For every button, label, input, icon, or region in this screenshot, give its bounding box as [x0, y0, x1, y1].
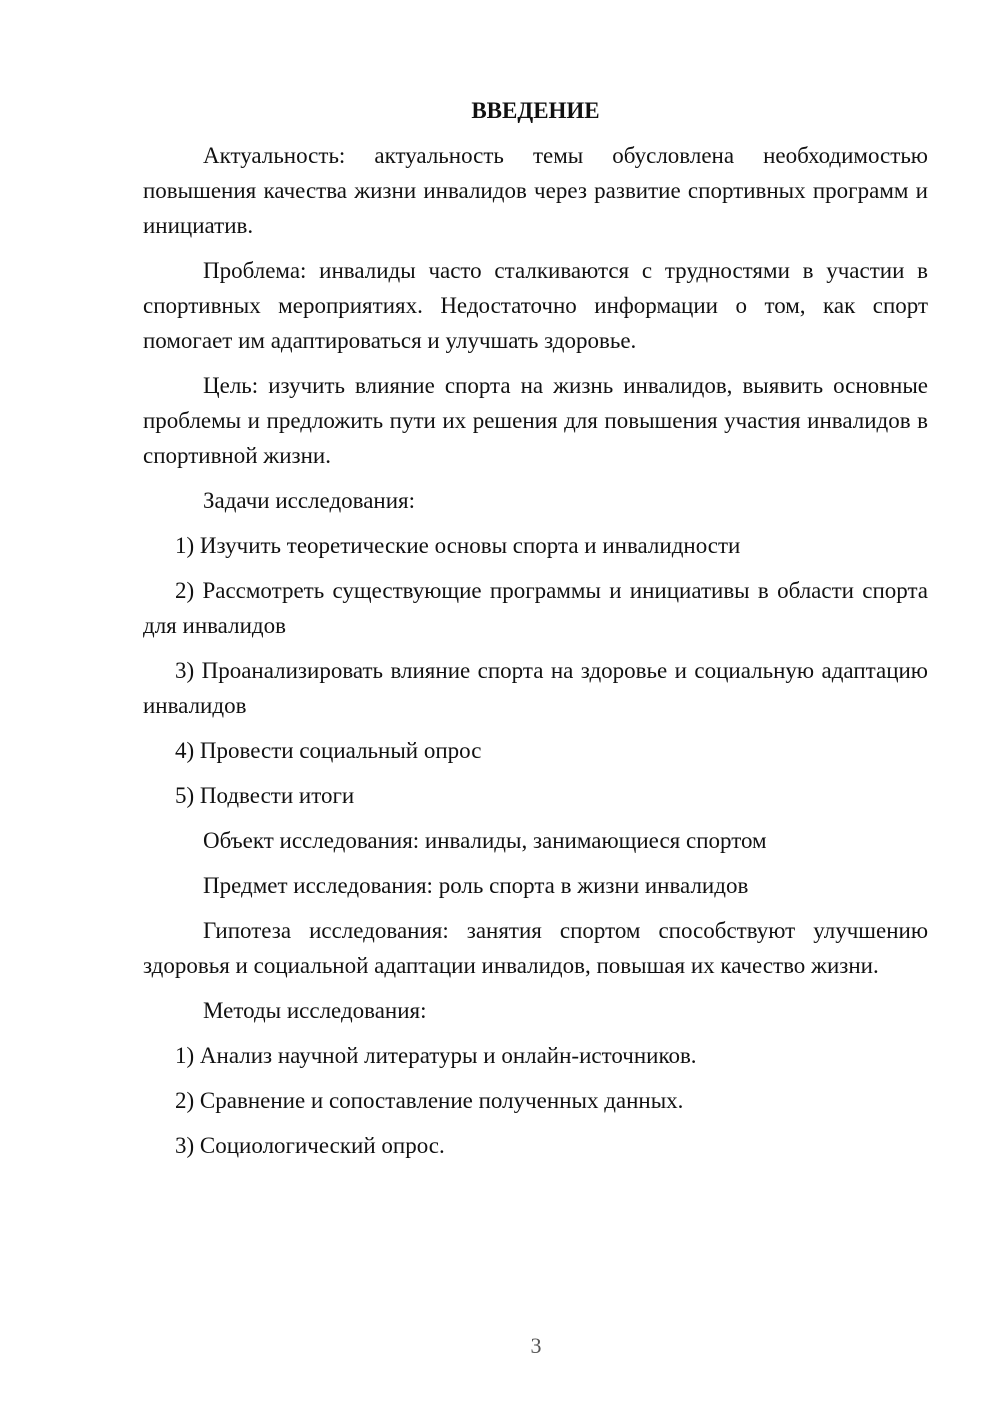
research-object: Объект исследования: инвалиды, занимающиеся спортом: [203, 828, 767, 853]
method-item-1: 1) Анализ научной литературы и онлайн-источников.: [175, 1043, 697, 1068]
methods-heading: Методы исследования:: [203, 998, 427, 1023]
tasks-heading: Задачи исследования:: [203, 488, 416, 513]
page-content: [143, 93, 928, 1173]
paragraph-relevance: Актуальность: актуальность темы обусловлена необходимостью повышения качества жизни инвалидов через развитие спортивных программ и инициатив.: [143, 143, 928, 238]
task-item-4: 4) Провести социальный опрос: [175, 738, 482, 763]
research-hypothesis: Гипотеза исследования: занятия спортом способствуют улучшению здоровья и социальной адаптации инвалидов, повышая их качество жизни.: [143, 918, 928, 978]
task-item-2: 2) Рассмотреть существующие программы и инициативы в области спорта для инвалидов: [143, 578, 928, 638]
task-item-5: 5) Подвести итоги: [175, 783, 355, 808]
research-subject: Предмет исследования: роль спорта в жизни инвалидов: [203, 873, 749, 898]
task-item-1: 1) Изучить теоретические основы спорта и инвалидности: [175, 533, 741, 558]
task-item-3: 3) Проанализировать влияние спорта на здоровье и социальную адаптацию инвалидов: [143, 658, 928, 718]
paragraph-goal: Цель: изучить влияние спорта на жизнь инвалидов, выявить основные проблемы и предложить пути их решения для повышения участия инвалидов в спортивной жизни.: [143, 373, 928, 468]
page-title: ВВЕДЕНИЕ: [471, 98, 600, 123]
method-item-3: 3) Социологический опрос.: [175, 1133, 445, 1158]
page-number: 3: [530, 1333, 542, 1358]
paragraph-problem: Проблема: инвалиды часто сталкиваются с трудностями в участии в спортивных мероприятиях. Недостаточно информации о том, как спорт помогает им адаптироваться и улучшать здоровье.: [143, 258, 928, 353]
method-item-2: 2) Сравнение и сопоставление полученных данных.: [175, 1088, 684, 1113]
